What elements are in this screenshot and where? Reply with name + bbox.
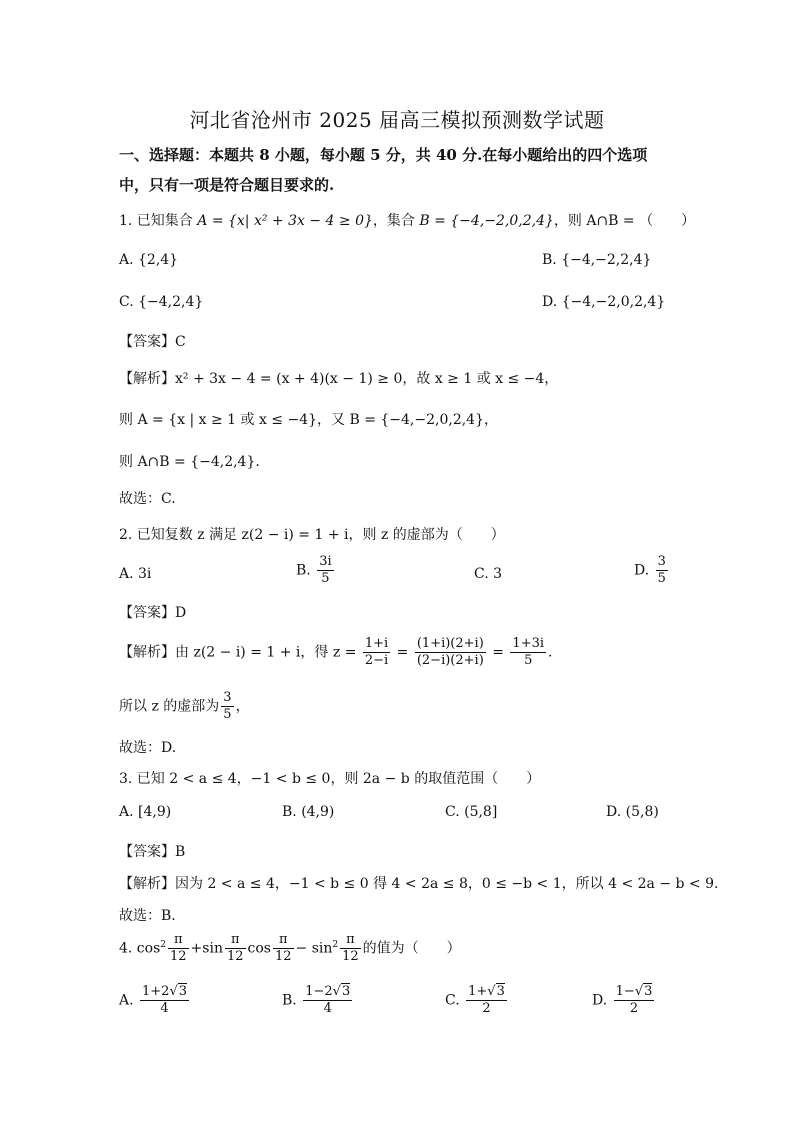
q3-explanation: 【解析】因为 2 < a ≤ 4，−1 < b ≤ 0 得 4 < 2a ≤ 8，0 ≤ −b < 1，所以 4 < 2a − b < 9. (119, 876, 719, 892)
q4-option-c[interactable]: C. $\frac{1+√3}{2}$ (445, 984, 505, 1016)
q2-option-c[interactable]: C. 3 (474, 566, 503, 582)
q3-option-b[interactable]: B. (4,9) (282, 804, 335, 820)
q1-option-b[interactable]: B. {−4,−2,2,4} (542, 252, 652, 268)
q3-option-d[interactable]: D. (5,8) (606, 804, 659, 820)
q1-explanation-3: 则 A∩B = {−4,2,4}. (119, 454, 260, 470)
q2-explanation-2: 所以 z 的虚部为 $\frac{3}{5}$ ， (119, 690, 250, 722)
page-title: 河北省沧州市 2025 届高三模拟预测数学试题 (189, 108, 605, 132)
section-heading (119, 140, 679, 200)
q2-answer: 【答案】D (119, 605, 187, 621)
q2-explanation-1: 【解析】由 z(2 − i) = 1 + i，得 z = $\frac{1+i}{2-i}$ = $\frac{(1+i)(2+i)}{(2-i)(2+i)}$ = $\frac{1+3i}{5}$ . (119, 636, 553, 668)
q2-option-d-fraction: $\frac{3}{5}$ (657, 554, 666, 586)
section-heading-line2: 中，只有一项是符合题目要求的. (119, 176, 335, 194)
q1-explanation-1: 【解析】x² + 3x − 4 = (x + 4)(x − 1) ≥ 0，故 x ≥ 1 或 x ≤ −4， (119, 371, 559, 387)
q2-conclusion: 故选：D. (119, 740, 177, 756)
section-heading-line1: 一、选择题：本题共 8 小题，每小题 5 分，共 40 分.在每小题给出的四个选项 (119, 146, 648, 164)
q4-option-d[interactable]: D. $\frac{1-√3}{2}$ (592, 984, 653, 1016)
q3-option-c[interactable]: C. (5,8] (445, 804, 498, 820)
q3-option-a[interactable]: A. [4,9) (119, 804, 172, 820)
q4-option-a[interactable]: A. $\frac{1+2√3}{4}$ (119, 984, 188, 1016)
q2-option-b-fraction: $\frac{3i}{5}$ (319, 554, 332, 586)
q4-stem: 4. $\cos^2$ $\frac{\pi}{12}$ +sin $\frac{\pi}{12}$ cos $\frac{\pi}{12}$ − $\sin^2$ $\frac{\pi}{12}$ 的值为（ ） (119, 932, 461, 964)
q1-explanation-2: 则 A = {x | x ≥ 1 或 x ≤ −4}，又 B = {−4,−2,0,2,4}， (119, 412, 498, 428)
q3-conclusion: 故选：B. (119, 908, 176, 924)
q1-option-c[interactable]: C. {−4,2,4} (119, 294, 204, 310)
q3-stem: 3. 已知 2 < a ≤ 4，−1 < b ≤ 0，则 2a − b 的取值范围（ ） (119, 771, 541, 787)
q1-option-a[interactable]: A. {2,4} (119, 252, 179, 268)
q1-stem: 1. 已知集合 A = {x| x² + 3x − 4 ≥ 0}，集合 B = {−4,−2,0,2,4}，则 A∩B = （ ） (119, 213, 696, 229)
q4-option-b[interactable]: B. $\frac{1-2√3}{4}$ (282, 984, 351, 1016)
q2-option-d[interactable]: D. $\frac{3}{5}$ (634, 554, 666, 586)
q2-stem: 2. 已知复数 z 满足 z(2 − i) = 1 + i，则 z 的虚部为（ ） (119, 527, 505, 543)
q1-option-d[interactable]: D. {−4,−2,0,2,4} (542, 294, 666, 310)
q3-answer: 【答案】B (119, 844, 186, 860)
q2-option-b[interactable]: B. $\frac{3i}{5}$ (296, 554, 332, 586)
q1-answer: 【答案】C (119, 334, 186, 350)
q1-conclusion: 故选：C. (119, 491, 176, 507)
q2-option-a[interactable]: A. 3i (119, 566, 152, 582)
